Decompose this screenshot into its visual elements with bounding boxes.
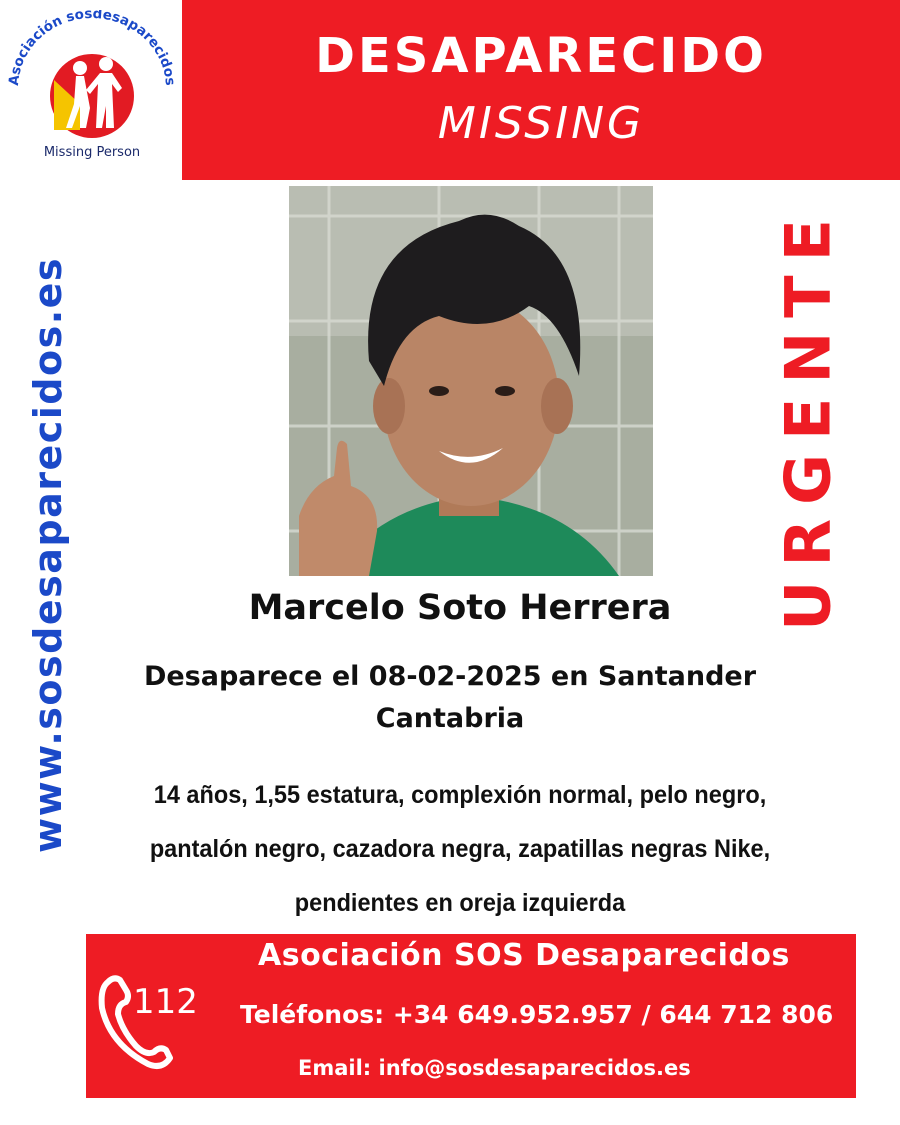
person-description [90,768,830,930]
contact-footer [86,934,856,1098]
description-line: pantalón negro, cazadora negra, zapatillas negras Nike, [149,835,771,863]
person-photo-illustration [289,186,653,576]
header-subtitle: MISSING [437,98,645,149]
emergency-number: 112 [133,982,198,1022]
header-banner [182,0,900,180]
disappearance-region: Cantabria [375,703,525,734]
logo-arc-text: Asociación sosdesaparecidos [6,10,178,87]
organization-name: Asociación SOS Desaparecidos [258,938,790,973]
disappearance-info [80,656,820,740]
header-title: DESAPARECIDO [315,28,767,84]
contact-phones: Teléfonos: +34 649.952.957 / 644 712 806 [240,1000,834,1029]
side-website-text: www.sosdesaparecidos.es [26,256,70,854]
person-name: Marcelo Soto Herrera [248,588,672,628]
logo-caption: Missing Person [43,145,141,160]
side-urgent-text: URGENTE [771,205,845,631]
description-line: pendientes en oreja izquierda [294,889,626,917]
logo-emblem [6,10,178,170]
association-logo [6,10,178,170]
description-line: 14 años, 1,55 estatura, complexión normal, pelo negro, [153,781,767,809]
contact-email: Email: info@sosdesaparecidos.es [298,1056,691,1080]
missing-person-photo [289,186,653,576]
disappearance-date-location: Desaparece el 08-02-2025 en Santander [143,661,757,692]
